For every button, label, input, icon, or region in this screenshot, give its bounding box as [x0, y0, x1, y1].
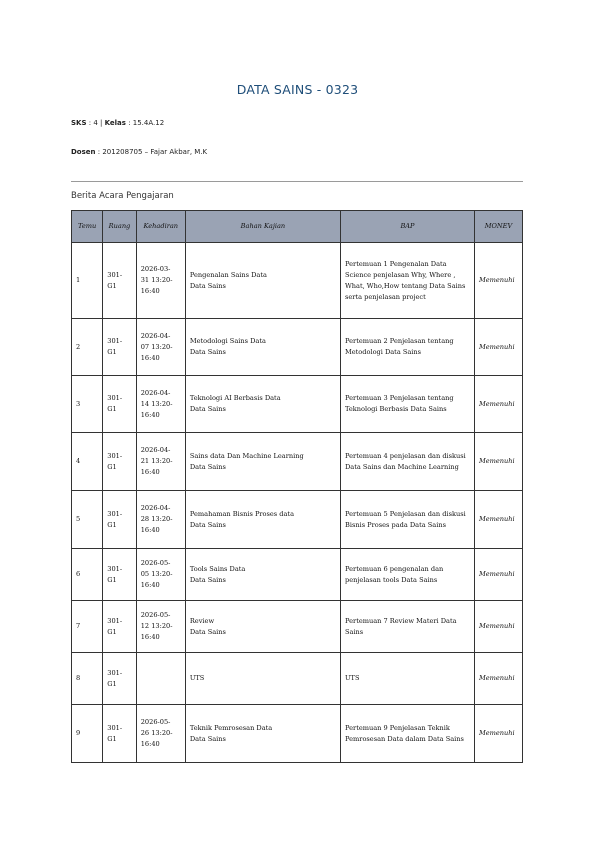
table-row — [72, 433, 523, 491]
cell-bap: Pertemuan 2 Penjelasan tentang Metodologi Data Sains — [341, 319, 475, 376]
table-row — [72, 243, 523, 319]
divider — [71, 181, 523, 182]
cell-monev: Memenuhi — [474, 319, 522, 376]
course-meta-line — [71, 119, 164, 127]
cell-bahan-kajian: Teknik Pemrosesan Data Data Sains — [185, 705, 340, 763]
cell-monev: Memenuhi — [474, 601, 522, 653]
cell-kehadiran: 2026-04- 07 13:20- 16:40 — [136, 319, 185, 376]
cell-ruang: 301- G1 — [103, 491, 136, 549]
table-row — [72, 705, 523, 763]
cell-monev: Memenuhi — [474, 433, 522, 491]
table-row — [72, 653, 523, 705]
header-temu: Temu — [72, 211, 103, 243]
cell-bap: Pertemuan 4 penjelasan dan diskusi Data Sains dan Machine Learning — [341, 433, 475, 491]
cell-bap: Pertemuan 3 Penjelasan tentang Teknologi Berbasis Data Sains — [341, 376, 475, 433]
dosen-label: Dosen — [71, 148, 96, 156]
header-bahan-kajian: Bahan Kajian — [185, 211, 340, 243]
sks-value: : 4 | — [88, 119, 103, 127]
cell-ruang: 301- G1 — [103, 601, 136, 653]
cell-kehadiran: 2026-05- 26 13:20- 16:40 — [136, 705, 185, 763]
teaching-report-table — [71, 210, 523, 763]
cell-bahan-kajian: Pengenalan Sains Data Data Sains — [185, 243, 340, 319]
sks-label: SKS — [71, 119, 87, 127]
table-row — [72, 601, 523, 653]
cell-monev: Memenuhi — [474, 653, 522, 705]
cell-bahan-kajian: Metodologi Sains Data Data Sains — [185, 319, 340, 376]
section-title: Berita Acara Pengajaran — [71, 191, 174, 201]
cell-temu: 7 — [72, 601, 103, 653]
cell-ruang: 301- G1 — [103, 433, 136, 491]
cell-temu: 1 — [72, 243, 103, 319]
cell-bahan-kajian: Pemahaman Bisnis Proses data Data Sains — [185, 491, 340, 549]
table-row — [72, 376, 523, 433]
lecturer-line — [71, 148, 207, 156]
cell-ruang: 301- G1 — [103, 705, 136, 763]
cell-bahan-kajian: Sains data Dan Machine Learning Data Sains — [185, 433, 340, 491]
cell-kehadiran: 2026-04- 14 13:20- 16:40 — [136, 376, 185, 433]
cell-ruang: 301- G1 — [103, 243, 136, 319]
cell-kehadiran: 2026-03- 31 13:20- 16:40 — [136, 243, 185, 319]
cell-temu: 8 — [72, 653, 103, 705]
table-row — [72, 549, 523, 601]
cell-temu: 5 — [72, 491, 103, 549]
table-row — [72, 319, 523, 376]
cell-kehadiran: 2026-04- 21 13:20- 16:40 — [136, 433, 185, 491]
cell-kehadiran — [136, 653, 185, 705]
cell-kehadiran: 2026-05- 12 13:20- 16:40 — [136, 601, 185, 653]
cell-bahan-kajian: UTS — [185, 653, 340, 705]
cell-bap: UTS — [341, 653, 475, 705]
cell-ruang: 301- G1 — [103, 653, 136, 705]
cell-bahan-kajian: Teknologi AI Berbasis Data Data Sains — [185, 376, 340, 433]
cell-temu: 6 — [72, 549, 103, 601]
kelas-label: Kelas — [104, 119, 126, 127]
cell-bap: Pertemuan 9 Penjelasan Teknik Pemrosesan Data dalam Data Sains — [341, 705, 475, 763]
header-monev: MONEV — [474, 211, 522, 243]
cell-bahan-kajian: Review Data Sains — [185, 601, 340, 653]
cell-ruang: 301- G1 — [103, 549, 136, 601]
cell-temu: 2 — [72, 319, 103, 376]
cell-ruang: 301- G1 — [103, 376, 136, 433]
cell-temu: 9 — [72, 705, 103, 763]
cell-monev: Memenuhi — [474, 243, 522, 319]
cell-bahan-kajian: Tools Sains Data Data Sains — [185, 549, 340, 601]
header-ruang: Ruang — [103, 211, 136, 243]
cell-temu: 3 — [72, 376, 103, 433]
cell-temu: 4 — [72, 433, 103, 491]
cell-kehadiran: 2026-04- 28 13:20- 16:40 — [136, 491, 185, 549]
cell-monev: Memenuhi — [474, 376, 522, 433]
cell-monev: Memenuhi — [474, 491, 522, 549]
header-bap: BAP — [341, 211, 475, 243]
cell-monev: Memenuhi — [474, 549, 522, 601]
table-row — [72, 491, 523, 549]
kelas-value: : 15.4A.12 — [128, 119, 165, 127]
dosen-value: : 201208705 – Fajar Akbar, M.K — [97, 148, 208, 156]
course-title: DATA SAINS - 0323 — [236, 82, 359, 97]
cell-bap: Pertemuan 1 Pengenalan Data Science penjelasan Why, Where , What, Who,How tentang Data Sains serta penjelasan project — [341, 243, 475, 319]
cell-bap: Pertemuan 5 Penjelasan dan diskusi Bisnis Proses pada Data Sains — [341, 491, 475, 549]
table-header-row — [72, 211, 523, 243]
cell-ruang: 301- G1 — [103, 319, 136, 376]
header-kehadiran: Kehadiran — [136, 211, 185, 243]
cell-kehadiran: 2026-05- 05 13:20- 16:40 — [136, 549, 185, 601]
cell-monev: Memenuhi — [474, 705, 522, 763]
cell-bap: Pertemuan 6 pengenalan dan penjelasan tools Data Sains — [341, 549, 475, 601]
cell-bap: Pertemuan 7 Review Materi Data Sains — [341, 601, 475, 653]
